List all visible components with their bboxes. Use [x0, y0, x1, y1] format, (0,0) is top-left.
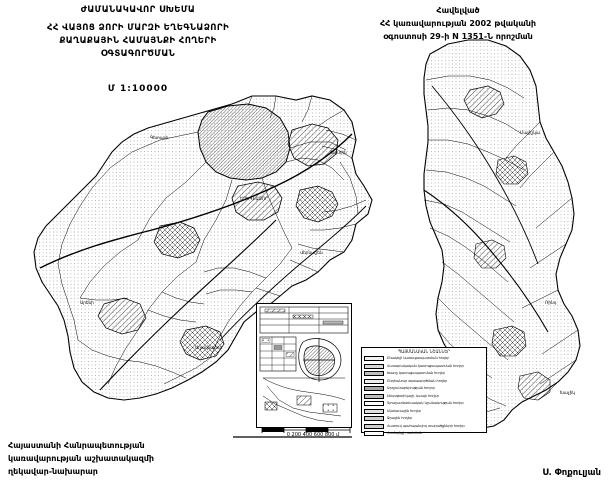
legend-swatch	[364, 371, 384, 376]
legend-label: Բնակելի կառուցապատման հողեր	[387, 356, 450, 360]
approval-line-1: ՀՀ կառավարության 2002 թվականի	[379, 19, 537, 28]
legend-swatch	[364, 379, 384, 384]
title-line-4: ՕԳՏԱԳՈՐԾՄԱՆ	[100, 49, 176, 59]
title-line-2: ՀՀ ՎԱՅՈՑ ՁՈՐԻ ՄԱՐԶԻ ԵՂԵԳՆԱՁՈՐԻ	[46, 23, 230, 33]
legend-swatch	[364, 424, 384, 429]
approval-note	[313, 4, 603, 43]
map-place-label: Վերնաշեն	[300, 250, 323, 255]
map-place-label: Աղավնաձոր	[195, 345, 223, 350]
legend-label: Հատուկ պահպանվող տարածքների հողեր	[387, 423, 465, 428]
legend-item	[364, 363, 486, 370]
map-place-label: Արենի	[80, 300, 94, 305]
inset-scalebar-label: 0 200 400 600 800 մ	[286, 432, 340, 438]
map-place-label: Մալիշկա	[520, 130, 541, 135]
signature-block	[8, 439, 154, 478]
inset-legend	[361, 347, 487, 433]
legend-item	[364, 393, 486, 400]
legend-swatch	[364, 401, 384, 406]
legend-item	[364, 355, 486, 362]
legend-label: Հասարակական կառուցապատման հողեր	[387, 363, 464, 368]
map-place-label: Գետափ	[150, 135, 169, 140]
signature-line-2: կառավարության աշխատակազմի	[8, 454, 155, 463]
title-line-1: ԺԱՄԱՆԱԿԱՎՈՐ ՍԽԵՄԱ	[80, 5, 196, 15]
legend-item	[364, 400, 486, 407]
legend-item	[364, 430, 486, 437]
legend-label: Խառը կառուցապատման հողեր	[387, 371, 445, 375]
map-scale: Մ 1:10000	[107, 84, 169, 94]
legend-label: Արդյունաբերության հողեր	[387, 386, 435, 390]
legend-swatch	[364, 356, 384, 361]
legend-swatch	[364, 364, 384, 369]
legend-item	[364, 378, 486, 385]
map-title	[8, 4, 268, 61]
map-place-label: ԵՂԵԳՆԱՁՈՐ	[240, 196, 268, 201]
approval-line-2: օգոստոսի 29-ի N 1351-Ն որոշման	[383, 32, 533, 41]
title-line-3: ՔԱՂԱՔԱՅԻՆ ՀԱՄԱՅՆՔԻ ՀՈՂԵՐԻ	[59, 36, 217, 46]
legend-item	[364, 408, 486, 415]
signature-line-3: ղեկավար-նախարար	[8, 467, 98, 476]
legend-swatch	[364, 409, 384, 414]
approval-line-0: Հավելված	[436, 6, 480, 15]
signature-line-1: Հայաստանի Հանրապետության	[8, 441, 145, 450]
legend-swatch	[364, 394, 384, 399]
legend-swatch	[364, 416, 384, 421]
inset-town-plan	[256, 303, 352, 428]
map-place-label: Խաչիկ	[560, 390, 575, 395]
legend-label: Համայնքի սահման	[387, 431, 422, 435]
legend-rows	[362, 355, 486, 437]
legend-item	[364, 423, 486, 430]
legend-label: Ընդհանուր օգտագործման հողեր	[387, 378, 448, 383]
legend-swatch	[364, 386, 384, 391]
legend-title: ՊԱՅՄԱՆԱԿԱՆ ՆՇԱՆՆԵՐ	[397, 349, 451, 354]
map-place-label: Ռինդ	[545, 300, 557, 305]
legend-item	[364, 370, 486, 377]
legend-label: Էներգետիկայի, կապի հողեր	[387, 393, 439, 398]
legend-item	[364, 415, 486, 422]
legend-item	[364, 385, 486, 392]
map-place-label: Շատին	[330, 150, 347, 155]
legend-label: Անտառային հողեր	[387, 408, 421, 413]
legend-label: Ջրային հողեր	[387, 416, 413, 420]
legend-label: Գյուղատնտեսական նշանակության հողեր	[387, 401, 464, 405]
signatory-name: Ս. Փոքուլյան	[542, 468, 601, 478]
